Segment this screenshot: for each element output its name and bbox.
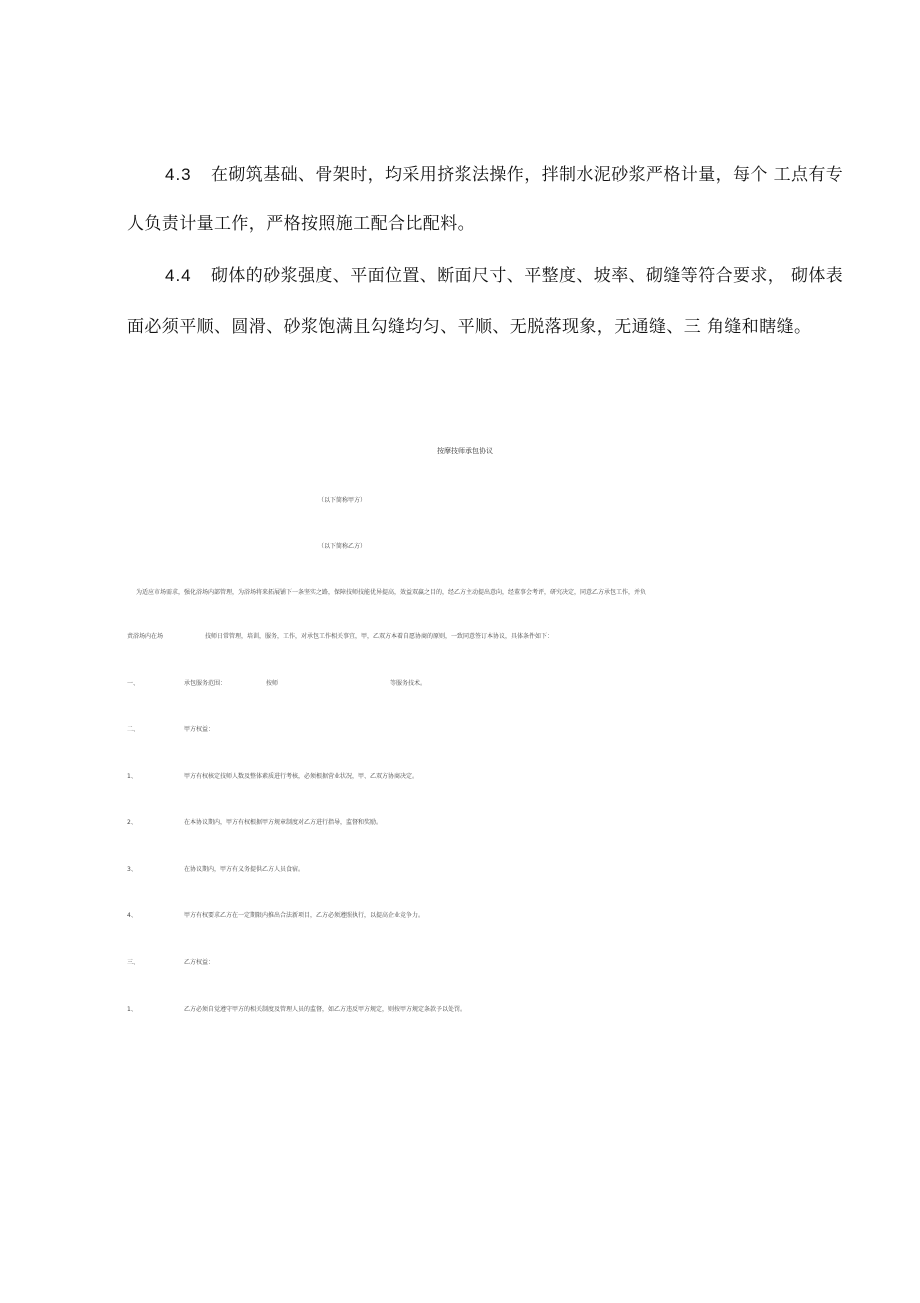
clause-2-item-1-text: 甲方有权核定技师人数及整体素质进行考核，必须根据营业状况，甲、乙双方协商决定。 — [184, 773, 419, 780]
clause-3-marker: 三、 — [127, 959, 140, 966]
intro-line-2b: 技师日常管理，培训，服务，工作，对承包工作相关事宜，甲，乙双方本着自愿协商的原则，一致同意签订本协议，具体条件如下： — [205, 633, 554, 640]
clause-2-item-2-text: 在本协议期内，甲方有权根据甲方规章制度对乙方进行指导，监督和奖励。 — [184, 819, 383, 826]
clause-1-value: 按师 — [266, 680, 279, 687]
section-4-4-line2: 面必须平顺、圆滑、砂浆饱满且勾缝均匀、平顺、无脱落现象，无通缝、三 角缝和瞎缝。 — [127, 317, 812, 337]
section-4-4-line1 — [165, 261, 843, 286]
section-4-4-number: 4.4 — [165, 266, 192, 285]
section-4-3-text: 在砌筑基础、骨架时，均采用挤浆法操作，拌制水泥砂浆严格计量，每个 工点有专 — [211, 165, 844, 185]
clause-1-label: 承包服务范围： — [184, 680, 227, 687]
clause-2-item-3-num: 3、 — [127, 866, 137, 873]
clause-1-suffix: 等服务技术。 — [390, 680, 427, 687]
intro-line-2a: 责浴场内在场 — [127, 633, 164, 640]
clause-2-item-4-text: 甲方有权要求乙方在一定期限内推出合法新项目，乙方必须遵照执行，以提高企业竞争力。 — [184, 912, 425, 919]
section-4-3-line1 — [165, 160, 843, 185]
section-4-3-number: 4.3 — [165, 165, 192, 184]
clause-3-label: 乙方权益： — [184, 959, 215, 966]
clause-3-item-1-text: 乙方必须自觉遵守甲方的相关制度及管理人员的监督，如乙方违反甲方规定，则按甲方规定条款予以处罚。 — [184, 1006, 467, 1013]
intro-line-1: 为适应市场需求，强化浴场内部管理，为浴场将来拓展铺下一条坚实之路，保障技师技能优异提高，效益双赢之目的，经乙方主动提出意向，经董事会考评，研究决定，同意乙方承包工作，并负 — [136, 589, 647, 596]
section-4-3-line2: 人负责计量工作，严格按照施工配合比配料。 — [127, 214, 475, 234]
clause-3-item-1-num: 1、 — [127, 1006, 137, 1013]
clause-2-marker: 二、 — [127, 726, 140, 733]
section-4-4-text: 砌体的砂浆强度、平面位置、断面尺寸、平整度、坡率、砌缝等符合要求， 砌体表 — [211, 266, 844, 286]
party-a-label: （以下简称甲方） — [318, 497, 367, 504]
clause-2-label: 甲方权益： — [184, 726, 215, 733]
clause-2-item-4-num: 4、 — [127, 912, 137, 919]
clause-2-item-3-text: 在协议期内，甲方有义务提供乙方人员食宿。 — [184, 866, 305, 873]
clause-2-item-1-num: 1、 — [127, 773, 137, 780]
party-b-label: （以下简称乙方） — [318, 543, 367, 550]
clause-1-marker: 一、 — [127, 680, 140, 687]
agreement-title: 按摩技师承包协议 — [437, 447, 493, 455]
clause-2-item-2-num: 2、 — [127, 819, 137, 826]
